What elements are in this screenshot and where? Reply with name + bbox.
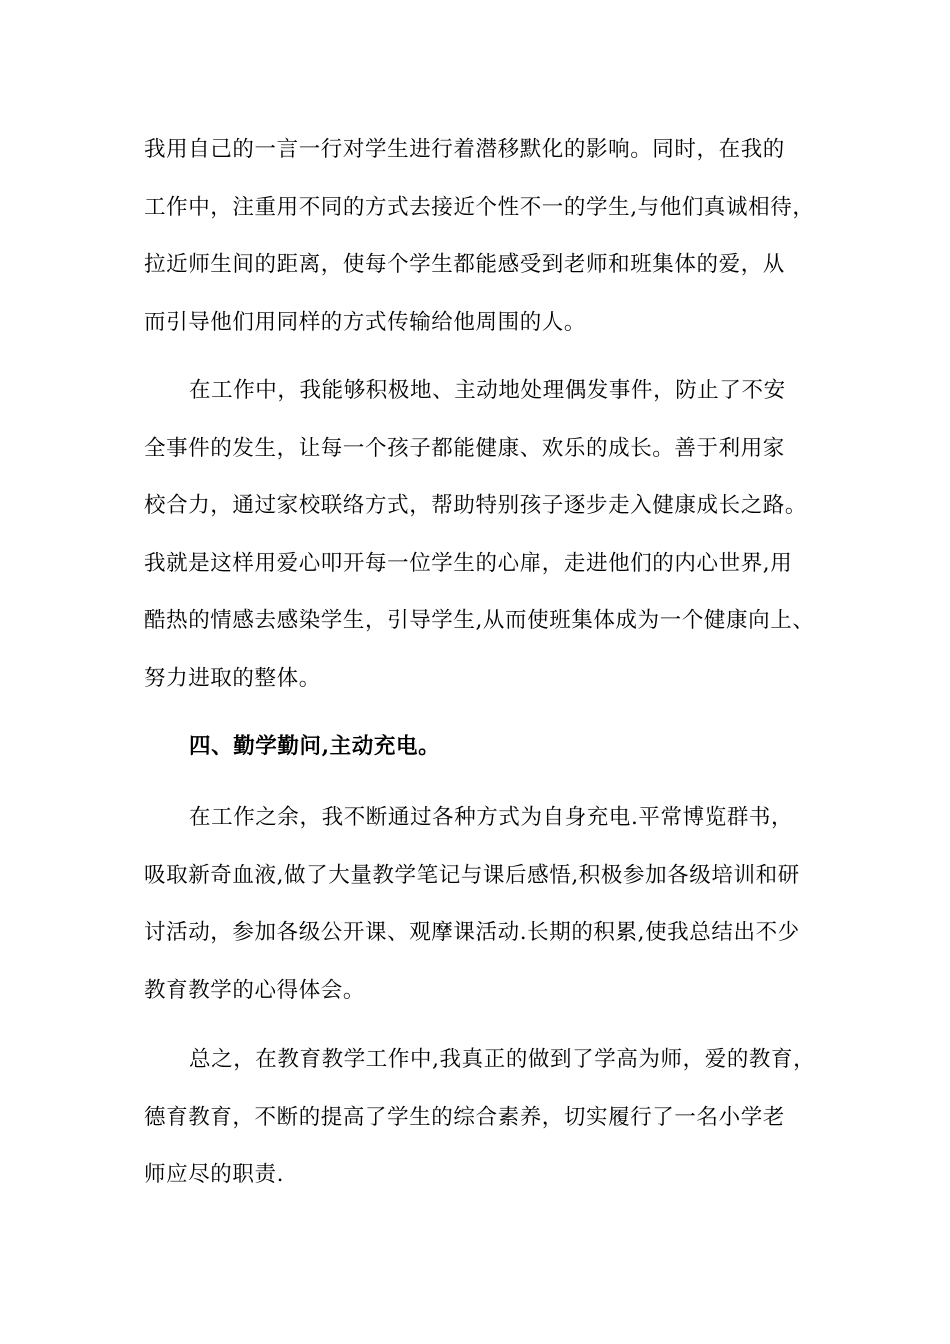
paragraph-line: 而引导他们用同样的方式传输给他周围的人。 xyxy=(144,309,587,335)
paragraph-line: 拉近师生间的距离，使每个学生都能感受到老师和班集体的爱，从 xyxy=(144,252,785,277)
paragraph-self-study xyxy=(144,789,824,1019)
paragraph-line: 德育教育，不断的提高了学生的综合素养，切实履行了一名小学老 xyxy=(144,1104,785,1130)
paragraph-conclusion xyxy=(144,1031,824,1204)
paragraph-line: 努力进取的整体。 xyxy=(144,665,321,691)
paragraph-line: 我就是这样用爱心叩开每一位学生的心扉，走进他们的内心世界,用 xyxy=(144,550,793,576)
section-heading: 四、勤学勤问,主动充电。 xyxy=(189,734,441,759)
paragraph-line: 师应尽的职责. xyxy=(144,1162,285,1187)
paragraph-safety xyxy=(144,362,824,707)
paragraph-line: 校合力，通过家校联络方式，帮助特别孩子逐步走入健康成长之路。 xyxy=(144,493,808,518)
paragraph-line: 酷热的情感去感染学生，引导学生,从而使班集体成为一个健康向上、 xyxy=(144,608,815,633)
paragraph-line: 总之，在教育教学工作中,我真正的做到了学高为师，爱的教育， xyxy=(189,1047,816,1072)
paragraph-line: 全事件的发生，让每一个孩子都能健康、欢乐的成长。善于利用家 xyxy=(144,435,785,461)
paragraph-line: 吸取新奇血液,做了大量教学笔记与课后感悟,积极参加各级培训和研 xyxy=(144,862,800,888)
paragraph-line: 讨活动，参加各级公开课、观摩课活动.长期的积累,使我总结出不少 xyxy=(144,920,800,945)
paragraph-line: 教育教学的心得体会。 xyxy=(144,977,366,1003)
paragraph-line: 在工作之余，我不断通过各种方式为自身充电.平常博览群书， xyxy=(189,805,794,830)
paragraph-line: 在工作中，我能够积极地、主动地处理偶发事件，防止了不安 xyxy=(189,378,786,403)
paragraph-line: 我用自己的一言一行对学生进行着潜移默化的影响。同时，在我的 xyxy=(144,137,785,162)
paragraph-line: 工作中，注重用不同的方式去接近个性不一的学生,与他们真诚相待， xyxy=(144,194,815,220)
paragraph-continuation xyxy=(144,121,824,351)
